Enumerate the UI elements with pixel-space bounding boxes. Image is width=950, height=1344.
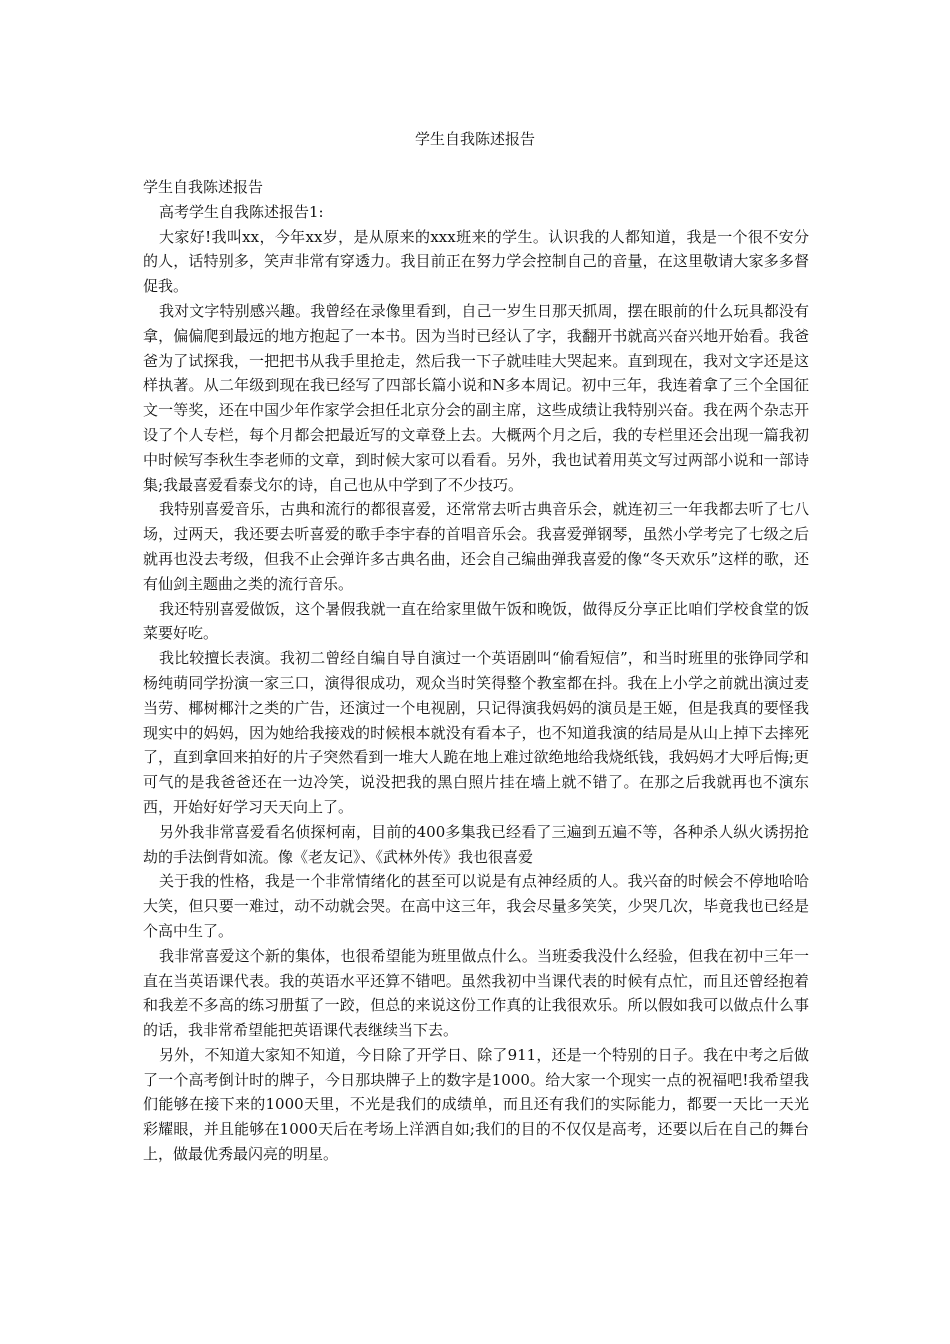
paragraph-8: 我非常喜爱这个新的集体，也很希望能为班里做点什么。当班委我没什么经验，但我在初中三年一直在当英语课代表。我的英语水平还算不错吧。虽然我初中当课代表的时候有点忙，而且还曾经抱着和我差不多高的练习册蜇了一跤，但总的来说这份工作真的让我很欢乐。所以假如我可以做点什么事的话，我非常希望能把英语课代表继续当下去。 [143, 946, 809, 1040]
document-subtitle: 学生自我陈述报告 [143, 178, 264, 196]
paragraph-7: 关于我的性格，我是一个非常情绪化的甚至可以说是有点神经质的人。我兴奋的时候会不停地哈哈大笑，但只要一难过，动不动就会哭。在高中这三年，我会尽量多笑笑，少哭几次，毕竟我也已经是个高中生了。 [143, 872, 809, 940]
section-heading: 高考学生自我陈述报告1: [159, 202, 324, 221]
paragraph-9: 另外，不知道大家知不知道，今日除了开学日、除了911，还是一个特别的日子。我在中考之后做了一个高考倒计时的牌子，今日那块牌子上的数字是1000。给大家一个现实一点的祝福吧!我希望我们能够在接下来的1000天里，不光是我们的成绩单，而且还有我们的实际能力，都要一天比一天光彩耀眼，并且能够在1000天后在考场上洋洒自如;我们的目的不仅仅是高考，还要以后在自己的舞台上，做最优秀最闪亮的明星。 [143, 1045, 809, 1164]
paragraph-6: 另外我非常喜爱看名侦探柯南，目前的400多集我已经看了三遍到五遍不等，各种杀人纵火诱拐抢劫的手法倒背如流。像《老友记》、《武林外传》我也很喜爱 [143, 822, 809, 866]
paragraph-2: 我对文字特别感兴趣。我曾经在录像里看到，自己一岁生日那天抓周，摆在眼前的什么玩具都没有拿，偏偏爬到最远的地方抱起了一本书。因为当时已经认了字，我翻开书就高兴奋兴地开始看。我爸爸为了试探我，一把把书从我手里抢走，然后我一下子就哇哇大哭起来。直到现在，我对文字还是这样执著。从二年级到现在我已经写了四部长篇小说和N多本周记。初中三年，我连着拿了三个全国征文一等奖，还在中国少年作家学会担任北京分会的副主席，这些成绩让我特别兴奋。我在两个杂志开设了个人专栏，每个月都会把最近写的文章登上去。大概两个月之后，我的专栏里还会出现一篇我初中时候写李秋生李老师的文章，到时候大家可以看看。另外，我也试着用英文写过两部小说和一部诗集;我最喜爱看泰戈尔的诗，自己也从中学到了不少技巧。 [143, 301, 809, 494]
paragraph-1: 大家好!我叫xx，今年xx岁，是从原来的xxx班来的学生。认识我的人都知道，我是一个很不安分的人，话特别多，笑声非常有穿透力。我目前正在努力学会控制自己的音量，在这里敬请大家多多督促我。 [143, 227, 809, 296]
paragraph-3: 我特别喜爱音乐，古典和流行的都很喜爱，还常常去听古典音乐会，就连初三一年我都去听了七八场，过两天，我还要去听喜爱的歌手李宇春的首唱音乐会。我喜爱弹钢琴，虽然小学考完了七级之后就再也没去考级，但我不止会弹许多古典名曲，还会自己编曲弹我喜爱的像“冬天欢乐”这样的歌，还有仙剑主题曲之类的流行音乐。 [143, 500, 809, 593]
paragraph-5: 我比较擅长表演。我初二曾经自编自导自演过一个英语剧叫“偷看短信”，和当时班里的张铮同学和杨纯萌同学扮演一家三口，演得很成功，观众当时笑得整个教室都在抖。我在上小学之前就出演过麦当劳、椰树椰汁之类的广告，还演过一个电视剧，只记得演我妈妈的演员是王姬，但是我真的要怪我现实中的妈妈，因为她给我接戏的时候根本就没有看本子，也不知道我演的结局是从山上掉下去摔死了，直到拿回来拍好的片子突然看到一堆大人跪在地上难过欲绝地给我烧纸钱，我妈妈才大呼后悔;更可气的是我爸爸还在一边冷笑，说没把我的黑白照片挂在墙上就不错了。在那之后我就再也不演东西，开始好好学习天天向上了。 [143, 649, 809, 816]
document-body [143, 175, 809, 1167]
paragraph-4: 我还特别喜爱做饭，这个暑假我就一直在给家里做午饭和晚饭，做得反分享正比咱们学校食堂的饭菜要好吃。 [143, 599, 809, 643]
page-title: 学生自我陈述报告 [414, 130, 535, 148]
